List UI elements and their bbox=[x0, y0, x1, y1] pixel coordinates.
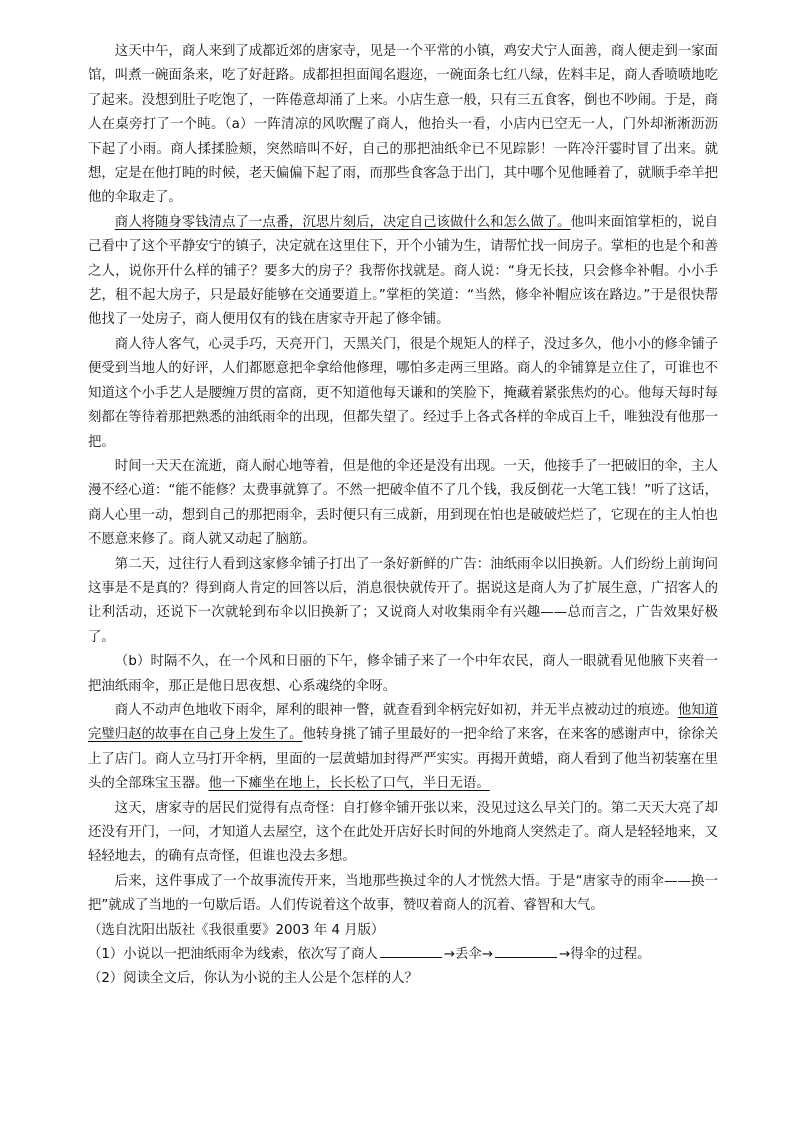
paragraph-2: 商人将随身零钱清点了一点番，沉思片刻后，决定自己该做什么和怎么做了。他叫来面馆掌柜的，说自己看中了这个平静安宁的镇子，决定就在这里住下，开个小铺为生，请帮忙找一间房子。掌柜的也是个和善之人，说你开什么样的铺子？要多大的房子？我帮你找就是。商人说：“身无长技，只会修伞补帽。小小手艺，租不起大房子，只是最好能够在交通要道上。”掌柜的笑道：“当然，修伞补帽应该在路边。”于是很快帮他找了一处房子，商人便用仅有的钱在唐家寺开起了修伞铺。 bbox=[88, 214, 719, 328]
paragraph-1: 这天中午，商人来到了成都近郊的唐家寺，见是一个平常的小镇，鸡安犬宁人面善，商人便走到一家面馆，叫煮一碗面条来，吃了好赶路。成都担担面闻名遐迩，一碗面条七红八绿，佐料丰足，商人香喷喷地吃了起来。没想到肚子吃饱了，一阵倦意却涌了上来。小店生意一般，只有三五食客，倒也不吵闹。于是，商人在桌旁打了一个盹。（a）一阵清凉的风吹醒了商人，他抬头一看，小店内已空无一人，门外却淅淅沥沥下起了小雨。商人揉揉脸颊，突然暗叫不好，自己的那把油纸伞已不见踪影！一阵冷汗霎时冒了出来。就想，定是在他打盹的时候，老天偏偏下起了雨，而那些食客急于出门，其中哪个见他睡着了，就顺手牵羊把他的伞取走了。 bbox=[88, 44, 718, 206]
paragraph-4: 时间一天天在流逝，商人耐心地等着，但是他的伞还是没有出现。一天，他接手了一把破旧的伞，主人漫不经心道：“能不能修？太费事就算了。不然一把破伞值不了几个钱，我反倒花一大笔工钱！”听了这话，商人心里一动，想到自己的那把雨伞，丢时便只有三成新，用到现在怕也是破破烂烂了，它现在的主人怕也不愿意来修了。商人就又动起了脑筋。 bbox=[88, 458, 718, 548]
paragraph-9: 后来，这件事成了一个故事流传开来，当地那些换过伞的人才恍然大悟。于是“唐家寺的雨伞——换一把”就成了当地的一句歇后语。人们传说着这个故事，赞叹着商人的沉着、睿智和大气。 bbox=[88, 873, 718, 914]
paragraph-3: 商人待人客气，心灵手巧，天亮开门，天黑关门，很是个规矩人的样子，没过多久，他小小的修伞铺子便受到当地人的好评，人们都愿意把伞拿给他修理，哪怕多走两三里路。商人的伞铺算是立住了，可谁也不知道这个小手艺人是腰缠万贯的富商，更不知道他每天谦和的笑脸下，掩藏着紧张焦灼的心。他每天每时每刻都在等待着那把熟悉的油纸雨伞的出现，但都失望了。经过手上各式各样的伞成百上千，唯独没有他那一把。 bbox=[88, 336, 718, 450]
underlined-sentence: 他一下瘫坐在地上，长长松了口气，半日无语。 bbox=[208, 776, 490, 792]
paragraph-6: （b）时隔不久，在一个风和日丽的下午，修伞铺子来了一个中年农民，商人一眼就看见他腋下夹着一把油纸雨伞，那正是他日思夜想、心系魂绕的伞呀。 bbox=[88, 654, 718, 694]
answer-blank-1[interactable] bbox=[380, 943, 442, 958]
paragraph-8: 这天，唐家寺的居民们觉得有点奇怪：自打修伞铺开张以来，没见过这么早关门的。第二天天大亮了却还没有开门，一问，才知道人去屋空，这个在此处开店好长时间的外地商人突然走了。商人是轻轻地来，又轻轻地去，的确有点奇怪，但谁也没去多想。 bbox=[88, 800, 718, 865]
question-1: （1）小说以一把油纸雨伞为线索，依次写了商人 →丢伞→ →得伞的过程。 bbox=[88, 943, 718, 967]
question-2: （2）阅读全文后，你认为小说的主人公是个怎样的人？ bbox=[88, 971, 418, 987]
document-page bbox=[88, 40, 718, 992]
source-citation: （选自沈阳出版社《我很重要》2003 年 4 月版） bbox=[88, 922, 385, 938]
underlined-sentence: 商人将随身零钱清点了一点番，沉思片刻后，决定自己该做什么和怎么做了。 bbox=[114, 214, 571, 230]
underlined-sentence: 他知道完璧归赵的故事在自己身上发生了。 bbox=[88, 702, 718, 743]
answer-blank-2[interactable] bbox=[495, 943, 557, 958]
paragraph-5: 第二天，过往行人看到这家修伞铺子打出了一条好新鲜的广告：油纸雨伞以旧换新。人们纷纷上前询问这事是不是真的？得到商人肯定的回答以后，消息很快就传开了。据说这是商人为了扩展生意，广招客人的让利活动，还说下一次就轮到布伞以旧换新了；又说商人对收集雨伞有兴趣——总而言之，广告效果好极了。 bbox=[88, 556, 718, 645]
paragraph-7: 商人不动声色地收下雨伞，犀利的眼神一瞥，就查看到伞柄完好如初，并无半点被动过的痕迹。他知道完璧归赵的故事在自己身上发生了。他转身挑了铺子里最好的一把伞给了来客，在来客的感谢声中，徐徐关上了店门。商人立马打开伞柄，里面的一层黄蜡加封得严严实实。再揭开黄蜡，商人看到了他当初装塞在里头的全部珠宝玉器。他一下瘫坐在地上，长长松了口气，半日无语。 bbox=[88, 702, 719, 792]
